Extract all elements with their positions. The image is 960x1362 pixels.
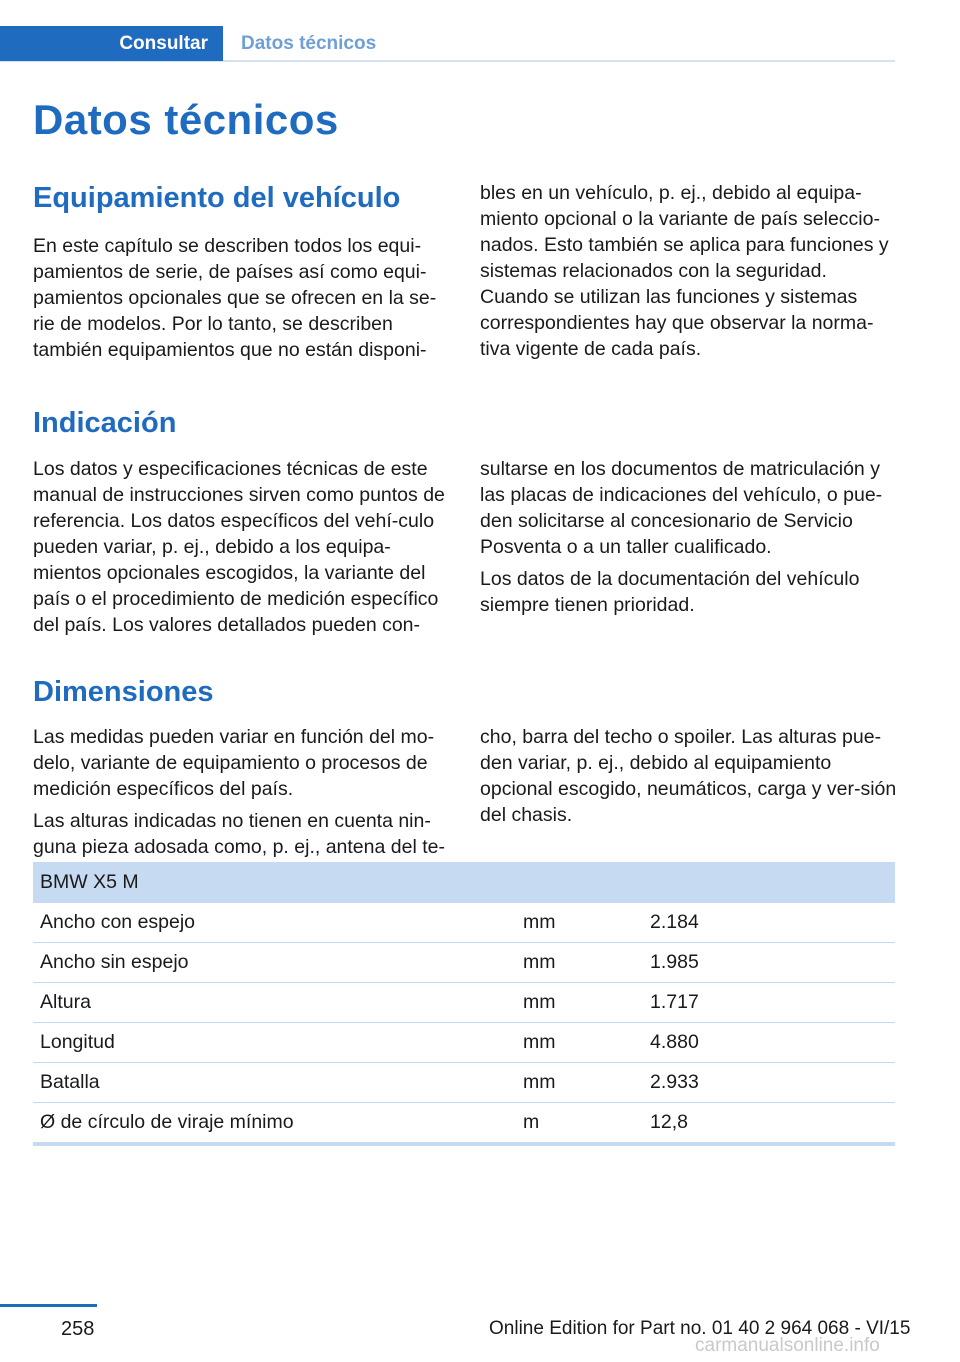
- paragraph: cho, barra del techo o spoiler. Las alturas pue-den variar, p. ej., debido al equipamiento opcional escogido, neumáticos, carga y ver-sión del chasis.: [480, 726, 897, 826]
- table-row: [33, 1103, 895, 1145]
- tab-datos-tecnicos[interactable]: Datos técnicos: [241, 32, 377, 54]
- row-unit: m: [516, 1103, 643, 1145]
- equipamiento-right-column: [480, 180, 898, 368]
- row-label: Ancho con espejo: [33, 903, 516, 943]
- indicacion-right-column: [480, 456, 898, 624]
- section-title-dimensiones: Dimensiones: [33, 676, 214, 708]
- dimensiones-left-column: [33, 724, 451, 866]
- dimensiones-right-column: [480, 724, 898, 834]
- equipamiento-left-column: [33, 233, 451, 369]
- table-row: [33, 983, 895, 1023]
- row-value: 1.717: [643, 983, 895, 1023]
- row-label: Batalla: [33, 1063, 516, 1103]
- tab-consultar[interactable]: Consultar: [0, 26, 223, 61]
- paragraph: En este capítulo se describen todos los equi-pamientos de serie, de países así como equi-pamientos opcionales que se ofrecen en la se-rie de modelos. Por lo tanto, se describen también equipamientos que no están disponi-: [33, 235, 437, 361]
- row-label: Ø de círculo de viraje mínimo: [33, 1103, 516, 1145]
- paragraph: Las medidas pueden variar en función del mo-delo, variante de equipamiento o procesos de medición específicos del país.: [33, 726, 435, 800]
- row-unit: mm: [516, 983, 643, 1023]
- paragraph: Los datos y especificaciones técnicas de este manual de instrucciones sirven como puntos de referencia. Los datos específicos del vehí-culo pueden variar, p. ej., debido a los equipa-mientos opcionales escogidos, la variante del país o el procedimiento de medición específico del país. Los valores detallados pueden con-: [33, 458, 445, 636]
- section-title-indicacion: Indicación: [33, 407, 177, 439]
- dimensions-table: [33, 862, 895, 1146]
- footer-rule: [0, 1304, 97, 1307]
- paragraph: Las alturas indicadas no tienen en cuenta nin-guna pieza adosada como, p. ej., antena del te-: [33, 810, 445, 858]
- watermark: carmanualsonline.info: [695, 1335, 880, 1356]
- row-label: Longitud: [33, 1023, 516, 1063]
- table-row: [33, 943, 895, 983]
- table-header: BMW X5 M: [33, 862, 895, 903]
- page-title: Datos técnicos: [33, 96, 339, 143]
- edition-text: Online Edition for Part no. 01 40 2 964 068 - VI/15: [489, 1318, 911, 1339]
- indicacion-left-column: [33, 456, 451, 644]
- row-unit: mm: [516, 943, 643, 983]
- row-unit: mm: [516, 903, 643, 943]
- row-value: 1.985: [643, 943, 895, 983]
- row-unit: mm: [516, 1023, 643, 1063]
- paragraph: Los datos de la documentación del vehículo siempre tienen prioridad.: [480, 568, 860, 616]
- paragraph: sultarse en los documentos de matriculación y las placas de indicaciones del vehículo, o pue-den solicitarse al concesionario de Servicio Posventa o a un taller cualificado.: [480, 458, 883, 558]
- row-value: 4.880: [643, 1023, 895, 1063]
- table-row: [33, 1023, 895, 1063]
- section-title-equipamiento: Equipamiento del vehículo: [33, 182, 401, 214]
- row-value: 12,8: [643, 1103, 895, 1145]
- table-row: [33, 1063, 895, 1103]
- row-value: 2.184: [643, 903, 895, 943]
- row-label: Altura: [33, 983, 516, 1023]
- page-number: 258: [61, 1318, 95, 1340]
- row-unit: mm: [516, 1063, 643, 1103]
- table-row: [33, 903, 895, 943]
- row-value: 2.933: [643, 1063, 895, 1103]
- table-header-row: [33, 862, 895, 903]
- row-label: Ancho sin espejo: [33, 943, 516, 983]
- paragraph: bles en un vehículo, p. ej., debido al equipa-miento opcional o la variante de país seleccio-nados. Esto también se aplica para funciones y sistemas relacionados con la seguridad. Cuando se utilizan las funciones y sistemas correspondientes hay que observar la norma-tiva vigente de cada país.: [480, 182, 889, 360]
